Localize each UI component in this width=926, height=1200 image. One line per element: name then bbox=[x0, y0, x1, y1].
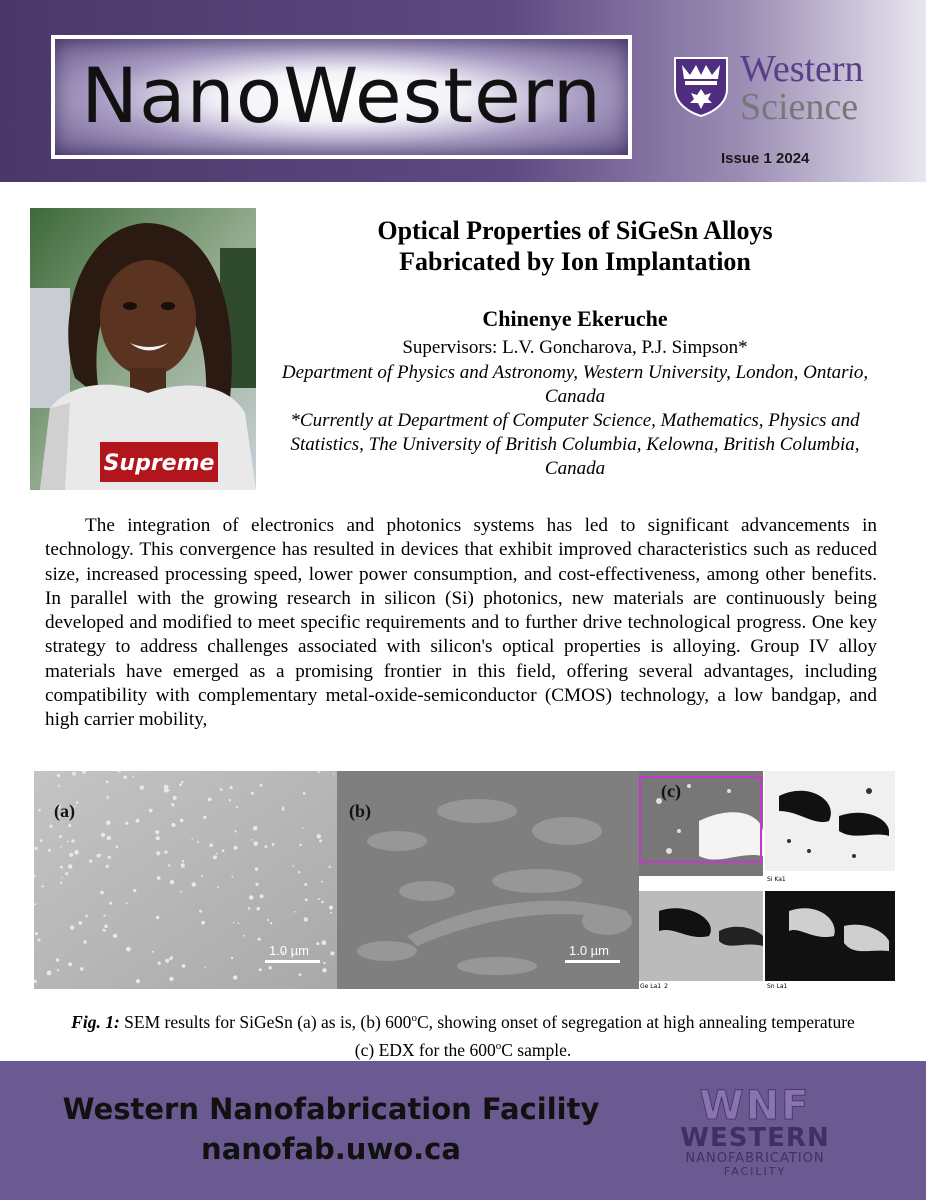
affiliation-secondary: *Currently at Department of Computer Science, Mathematics, Physics and Statistics, The University of British Columbia, Kelowna, British Columbia, Canada bbox=[290, 410, 860, 479]
western-science-logo bbox=[672, 48, 902, 132]
caption-lead: Fig. 1: bbox=[71, 1011, 120, 1032]
edx-maps bbox=[639, 771, 895, 989]
article-title-line1: Optical Properties of SiGeSn Alloys bbox=[377, 216, 773, 245]
logo-science-text: Science bbox=[740, 86, 859, 128]
supervisors-line: Supervisors: L.V. Goncharova, P.J. Simpson* bbox=[402, 337, 748, 358]
masthead-frame bbox=[51, 35, 632, 159]
scale-label-a: 1.0 µm bbox=[269, 943, 310, 958]
figure-label-a: (a) bbox=[54, 801, 75, 821]
author-photo bbox=[30, 208, 256, 490]
wnf-logo-letters: WNF bbox=[699, 1083, 811, 1129]
affiliations bbox=[275, 361, 875, 481]
footer-facility-name: Western Nanofabrication Facility bbox=[62, 1092, 600, 1126]
figure-label-b: (b) bbox=[349, 801, 371, 821]
issue-label: Issue 1 2024 bbox=[721, 150, 810, 167]
footer-url[interactable]: nanofab.uwo.ca bbox=[201, 1132, 461, 1166]
figure-label-c: (c) bbox=[661, 781, 681, 801]
edx-si-label: Si Ka1 bbox=[767, 876, 786, 883]
article-title bbox=[290, 215, 860, 277]
article-title-line2: Fabricated by Ion Implantation bbox=[399, 247, 751, 276]
logo-western-text: Western bbox=[740, 48, 864, 90]
shirt-text: Supreme bbox=[103, 451, 215, 476]
wnf-logo-facility: FACILITY bbox=[723, 1165, 787, 1178]
scale-label-b: 1.0 µm bbox=[569, 943, 610, 958]
western-shield-icon bbox=[672, 55, 730, 117]
author-name: Chinenye Ekeruche bbox=[482, 306, 668, 331]
scale-bar-b bbox=[565, 960, 620, 963]
wnf-logo-western: WESTERN bbox=[680, 1123, 830, 1153]
wnf-logo-nano: NANOFABRICATION bbox=[685, 1151, 825, 1166]
wnf-logo bbox=[662, 1083, 848, 1178]
article-body: The integration of electronics and photonics systems has led to significant advancements in technology. This convergence has resulted in devices that exhibit improved characteristics such as reduced size, increased processing speed, lower power consumption, and cost-effectiveness, among other benefits. In parallel with the growing research in silicon (Si) photonics, new materials are continuously being developed and modified to meet specific requirements and to further drive technological progress. One key strategy to address challenges associated with silicon's optical properties is alloying. Group IV alloy materials have emerged as a promising frontier in this field, offering several advantages, including compatibility with complementary metal-oxide-semiconductor (CMOS) technology, a low bandgap, and high carrier mobility, bbox=[45, 515, 877, 731]
scale-bar-a bbox=[265, 960, 320, 963]
edx-sn-label: Sn La1 bbox=[767, 983, 788, 989]
sem-image-a bbox=[34, 771, 337, 989]
affiliation-primary: Department of Physics and Astronomy, Western University, London, Ontario, Canada bbox=[281, 362, 869, 407]
figure-caption: Fig. 1: SEM results for SiGeSn (a) as is, (b) 600$^o$C, showing onset of segregation at high annealing temperature (c) EDX for the 600$^o$C sample. bbox=[71, 1011, 855, 1060]
masthead-title: NanoWestern bbox=[81, 51, 602, 140]
edx-ge-label: Ge La1_2 bbox=[640, 983, 668, 989]
sem-image-b bbox=[337, 771, 639, 989]
